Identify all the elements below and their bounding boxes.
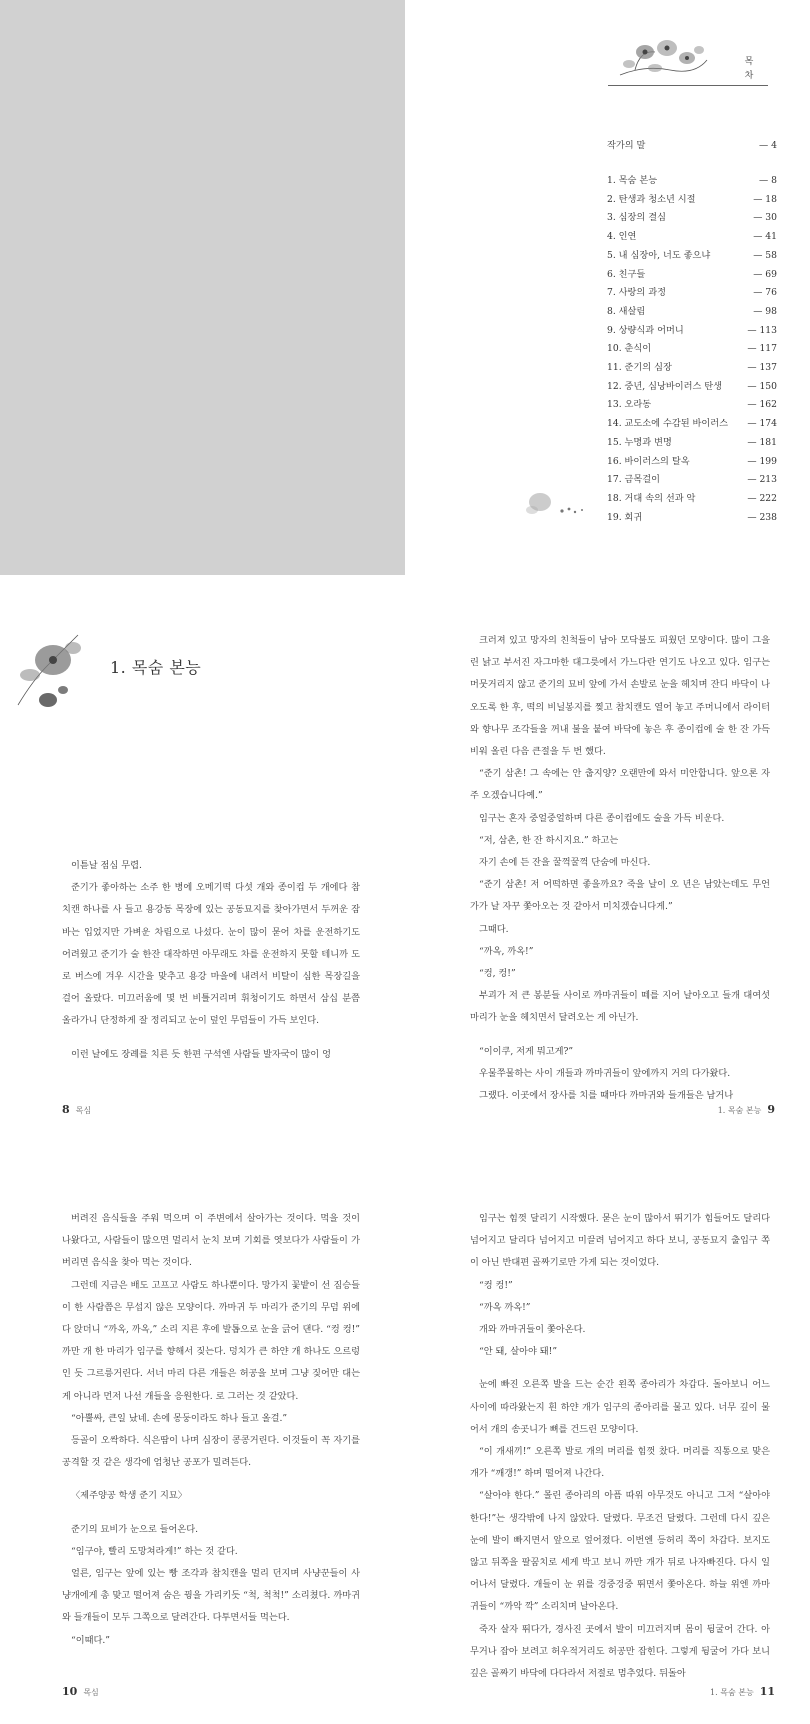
paragraph: “까옥, 까옥!”: [479, 945, 534, 957]
toc-entry-page: — 8: [759, 175, 777, 186]
toc-entry-page: — 113: [747, 324, 777, 336]
running-head: 목심: [75, 1106, 92, 1115]
paragraph: 임구는 혼자 중얼중얼하며 다른 종이컵에도 술을 가득 비운다.: [479, 812, 725, 824]
page-number: 8: [62, 1103, 70, 1116]
running-head: 1. 목숨 본능: [717, 1106, 762, 1115]
page-number: 11: [759, 1685, 775, 1698]
toc-entry-page: — 150: [747, 380, 777, 392]
toc-entry-page: — 181: [747, 436, 777, 448]
paragraph: “이이쿠, 저게 뭐고게?”: [479, 1045, 574, 1057]
toc-entry-label: 8. 새살림: [607, 305, 646, 317]
chapter-title: 1. 목숨 본능: [110, 658, 202, 677]
paragraph: “이 개새끼!” 오른쪽 발로 개의 머리를 힘껏 찼다. 머리를 직통으로 맞은 개가 “깨갱!” 하며 떨어져 나간다.: [470, 1446, 770, 1480]
toc-entry-page: — 98: [753, 305, 777, 317]
toc-entry-label: 15. 누명과 변명: [607, 436, 672, 448]
paragraph: 크러져 있고 망자의 친척들이 남아 모닥불도 피웠던 모양이다. 많이 그을린 낡고 부서진 자그마한 대그릇에서 가느다란 연기도 나오고 있다. 임구는 머뭇거리지 않고 준기의 묘비 앞에 가서 손발로 눈을 헤치며 잔디 바닥이 나오도록 한 후, 떡의 비닐봉지를 찢고 참치캔도 열어 놓고 주머니에서 라이터와 향나무 조각들을 꺼내 불을 붙여 바닥에 놓은 후 종이컵에 술 한 잔 가득 비워 올린 다음 큰절을 두 번 했다.: [470, 635, 770, 758]
toc-entry-label: 3. 심장의 결심: [607, 212, 666, 224]
paragraph: 임구는 힘껏 달리기 시작했다. 묻은 눈이 많아서 뛰기가 힘들어도 달리다 넘어지고 달리다 넘어지고 미끌려 넘어지고 하다 보니, 공동묘지 출입구 쪽이 아닌 반대편 골짜기로만 가게 되는 것이었다.: [470, 1213, 770, 1269]
paragraph: 준기가 좋아하는 소주 한 병에 오메기떡 다섯 개와 종이컵 두 개에다 참치캔 하나를 사 들고 용강동 목장에 있는 공동묘지를 찾아가면서 두꺼운 잠바는 입었지만 가벼운 차림으로 나섰다. 눈이 많이 묻어 차를 운전하기도 어려웠고 준기가 술 한잔 대작하면 아무래도 차를 운전하지 못할 테니까 도로 버스에 겨우 시간을 맞추고 용강 마을에 내려서 비탈이 심한 목장길을 걸어 올랐다. 미끄러움에 몇 번 비틀거리며 휘청이기도 하면서 삼십 분쯤 올라가니 단정하게 잘 정리되고 눈이 덮인 무덤들이 가득 보인다.: [62, 882, 360, 1027]
toc-entry-label: 16. 바이러스의 탈옥: [607, 455, 690, 467]
page-9-folio: [712, 1103, 775, 1116]
paragraph: “준기 삼촌! 그 속에는 안 춥지양? 오랜만에 와서 미안합니다. 앞으론 자주 오겠습니다예.”: [470, 768, 770, 802]
paragraph: “준기 삼촌! 저 어떡하면 좋을까요? 죽을 날이 오 년은 남았는데도 무언가가 날 자꾸 쫓아오는 것 같아서 미치겠습니다게.”: [470, 879, 770, 913]
paragraph: 준기의 묘비가 눈으로 들어온다.: [71, 1523, 199, 1535]
paragraph: “컹 컹!”: [479, 1279, 513, 1291]
paragraph: 자기 손에 든 잔을 꿀꺽꿀꺽 단숨에 마신다.: [479, 857, 651, 869]
paragraph: “살아야 한다.” 몰린 종아리의 아픔 따위 아무것도 아니고 그저 “살아야 한다!”는 생각밖에 나지 않았다. 달렸다. 무조건 달렸다. 그런데 다시 깊은 눈에 발이 빠지면서 앞으로 엎어졌다. 이번엔 등허리 쪽이 차갑다. 보지도 않고 뒤쪽을 팔꿈치로 세게 박고 보니 까만 개가 뒤로 나자빠진다. 다시 일어나서 달렸다. 개들이 눈 위를 겅중겅중 뛰면서 쫓아온다. 하늘 위엔 까마귀들이 “까악 깍” 소리치며 날아온다.: [470, 1490, 770, 1613]
toc-entry-page: — 18: [753, 193, 777, 205]
page-8-folio: [62, 1103, 97, 1116]
paragraph: 우물쭈물하는 사이 개들과 까마귀들이 앞에까지 거의 다가왔다.: [479, 1067, 731, 1079]
toc-entry-label: 13. 오라동: [607, 399, 652, 411]
page-10-body: [62, 1208, 360, 1652]
toc-entry-page: — 4: [759, 140, 777, 151]
toc-entry-label: 1. 목숨 본능: [607, 175, 658, 186]
toc-entry-label: 18. 거대 속의 선과 악: [607, 492, 696, 504]
toc-entry-label: 14. 교도소에 수감된 바이러스: [607, 418, 728, 430]
paragraph: 그때다.: [479, 923, 509, 935]
toc-entry-label: 17. 금목걸이: [607, 474, 661, 486]
camellia-illustration: [615, 30, 710, 85]
toc-entry-page: — 76: [753, 287, 777, 299]
paragraph: 그랬다. 이곳에서 장사를 치를 때마다 까마귀와 들개들은 남거나: [479, 1090, 734, 1102]
page-number: 9: [767, 1103, 775, 1116]
camellia-illustration: [8, 620, 93, 720]
page-8-body: [62, 855, 360, 1066]
toc-entry-page: — 30: [753, 212, 777, 224]
toc-entry-label: 9. 상량식과 어머니: [607, 324, 684, 336]
toc-entry-page: — 238: [747, 511, 777, 523]
toc-entry-label: 2. 탄생과 청소년 시절: [607, 193, 696, 205]
toc-entry-label: 6. 친구들: [607, 268, 646, 280]
toc-entry-page: — 199: [747, 455, 777, 467]
toc-entry-page: — 174: [747, 418, 777, 430]
toc-entry-label: 7. 사랑의 과정: [607, 287, 666, 299]
paragraph: 이런 날에도 장례를 치른 듯 한편 구석엔 사람들 발자국이 많이 엉: [71, 1048, 331, 1060]
paragraph: 이튿날 점심 무렵.: [71, 860, 142, 871]
toc-entry-page: — 117: [747, 343, 777, 355]
toc-entry-page: — 213: [747, 474, 777, 486]
toc-entry-page: — 58: [753, 249, 777, 261]
toc-entry-page: — 222: [747, 492, 777, 504]
toc-entry-label: 11. 준기의 심장: [607, 362, 672, 373]
paragraph: 등골이 오싹하다. 식은땀이 나며 심장이 콩콩거린다. 이것들이 꼭 자기를 공격할 것 같은 생각에 엄청난 공포가 밀려든다.: [62, 1435, 360, 1469]
toc-entry-page: — 137: [747, 362, 777, 373]
toc-entry-label: 19. 회귀: [607, 511, 643, 523]
toc-title: 목 차: [744, 57, 754, 81]
toc-entry-label: 10. 춘식이: [607, 343, 652, 355]
small-flower-illustration: [522, 490, 592, 520]
paragraph: 버려진 음식들을 주워 먹으며 이 주변에서 살아가는 것이다. 먹을 것이 나왔다고, 사람들이 많으면 멀리서 눈치 보며 기회를 엿보다가 사람들이 가 버리면 음식을 찾아 먹는 것이다.: [62, 1213, 360, 1269]
paragraph: 얼른, 임구는 앞에 있는 빵 조각과 참치캔을 멀리 던지며 사냥꾼들이 사냥개에게 총 맞고 떨어져 숨은 꿩을 가리키듯 “척, 척척!” 소리쳤다. 까마귀와 들개들이 모두 그쪽으로 달려간다. 다투면서들 먹는다.: [62, 1568, 360, 1624]
toc-entry-label: 4. 인연: [607, 231, 637, 243]
paragraph: 죽자 살자 뛰다가, 경사진 곳에서 발이 미끄러지며 몸이 뒹굴어 간다. 아무거나 잡아 보려고 허우적거리도 허공만 잡힌다. 그렇게 뒹굴어 가다 보니 깊은 골짜기 바닥에 다다라서 저절로 멈추었다. 뒤돌아: [470, 1623, 770, 1680]
page-11-body: [470, 1208, 770, 1685]
page-10-folio: [62, 1685, 105, 1698]
paragraph: “저, 삼촌, 한 잔 하시지요.” 하고는: [479, 834, 619, 846]
toc-entry-page: — 69: [753, 268, 777, 280]
toc-header-rule: [608, 85, 768, 86]
paragraph: “이때다.”: [71, 1634, 110, 1646]
paragraph: 〈제주양공 학생 준기 지묘〉: [71, 1490, 187, 1502]
paragraph: “안 돼, 살아야 돼!”: [479, 1346, 558, 1358]
paragraph: 그런데 지금은 배도 고프고 사람도 하나뿐이다. 망가지 꽃밭이 선 짐승들이 한 사람쯤은 무섭지 않은 모양이다. 까마귀 두 마리가 준기의 무덤 위에다 앉더니 “까옥, 까옥,” 소리 지른 후에 발톱으로 눈을 긁어 댄다. “컹 컹!” 까만 개 한 마리가 임구를 향해서 짖는다. 덩치가 큰 하얀 개 하나도 으르렁인 듯 그르릉거린다. 서너 마리 다른 개들은 허공을 보며 그냥 짖어만 대는 게 아니라 먼저 나선 개들을 응원한다. 로 그러는 것 같았다.: [62, 1279, 360, 1402]
page-number: 10: [62, 1685, 78, 1698]
toc-entry-page: — 162: [747, 399, 777, 411]
toc-entry-page: — 41: [753, 231, 777, 243]
paragraph: 눈에 빠진 오른쪽 발을 드는 순간 왼쪽 종아리가 차갑다. 돌아보니 어느 사이에 따라왔는지 흰 하얀 개가 임구의 종아리를 물고 있다. 너무 깊이 물어서 개의 송곳니가 뼈를 건드린 모양이다.: [470, 1379, 770, 1435]
paragraph: “컹, 컹!”: [479, 968, 516, 980]
running-head: 목심: [83, 1688, 99, 1697]
paragraph: “까옥 까옥!”: [479, 1301, 531, 1313]
toc-entry-label: 5. 내 심장아, 너도 좋으냐: [607, 249, 711, 261]
page-9-body: [470, 630, 770, 1107]
toc-entry-label: 작가의 말: [607, 140, 646, 151]
running-head: 1. 목숨 본능: [710, 1688, 754, 1697]
paragraph: “임구야, 빨리 도망쳐라게!” 하는 것 같다.: [71, 1545, 238, 1557]
page-11-folio: [704, 1685, 775, 1698]
paragraph: “아뿔싸, 큰일 났네. 손에 몽둥이라도 하나 들고 올걸.”: [71, 1412, 288, 1424]
blank-gray-page: [0, 0, 405, 575]
paragraph: 개와 까마귀들이 쫓아온다.: [479, 1324, 586, 1336]
toc-entry-label: 12. 중년, 심낭바이러스 탄생: [607, 380, 723, 392]
paragraph: 부괴가 저 큰 봉분들 사이로 까마귀들이 떼를 지어 날아오고 들개 대여섯 마리가 눈을 헤치면서 달려오는 게 아닌가.: [470, 990, 770, 1024]
